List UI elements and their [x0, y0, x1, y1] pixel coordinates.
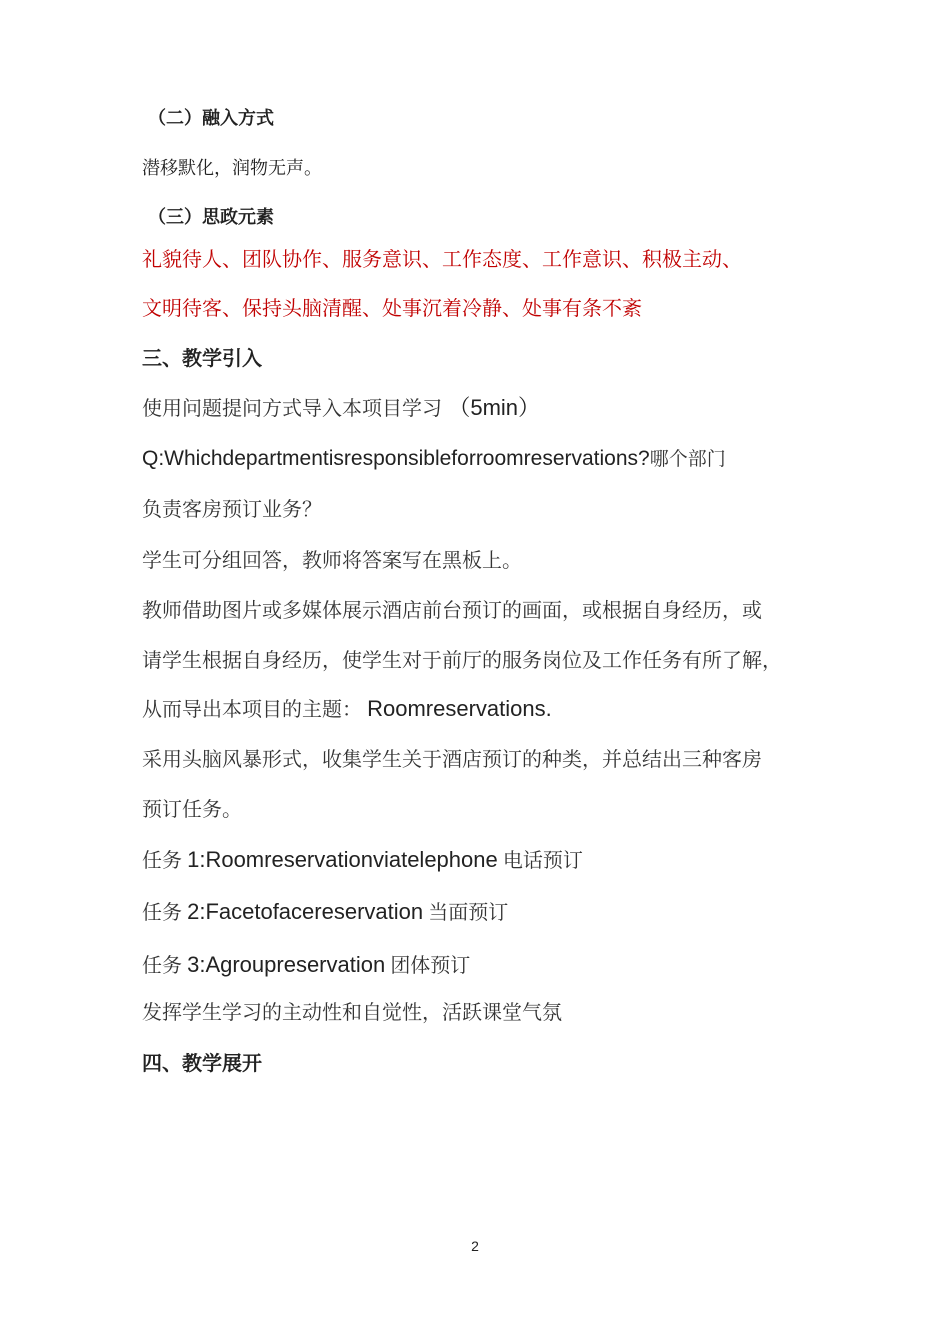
question-cn-2: 负责客房预订业务？ [142, 497, 322, 521]
summary-text: 发挥学生学习的主动性和自觉性，活跃课堂气氛 [142, 1000, 562, 1024]
intro-text: 使用问题提问方式导入本项目学习 [142, 396, 442, 420]
task-item: 任务 2:Facetofacereservation 当面预订 [142, 899, 509, 924]
task-item: 任务 3:Agroupreservation 团体预订 [142, 952, 471, 977]
question-en: Q:Whichdepartmentisresponsibleforroomreservations? [142, 447, 650, 470]
project-theme: Roomreservations. [367, 696, 552, 721]
teacher-line-2: 请学生根据自身经历，使学生对于前厅的服务岗位及工作任务有所了解， [142, 648, 782, 672]
page-number: 2 [471, 1238, 479, 1254]
teacher-line-3 [142, 698, 552, 720]
brainstorm-line-2: 预订任务。 [142, 797, 242, 821]
task-item: 任务 1:Roomreservationviatelephone 电话预订 [142, 847, 583, 872]
section-heading-intro: 三、教学引入 [142, 346, 262, 370]
integration-text: 潜移默化，润物无声。 [142, 158, 322, 179]
intro-line [142, 397, 540, 419]
teacher-line-1: 教师借助图片或多媒体展示酒店前台预订的画面，或根据自身经历，或 [142, 598, 762, 622]
student-answer: 学生可分组回答，教师将答案写在黑板上。 [142, 548, 522, 572]
brainstorm-line-1: 采用头脑风暴形式，收集学生关于酒店预订的种类，并总结出三种客房 [142, 747, 762, 771]
elements-line-2: 文明待客、保持头脑清醒、处事沉着冷静、处事有条不紊 [142, 296, 642, 320]
subsection-heading-elements: （三）思政元素 [148, 207, 274, 228]
question-line [142, 448, 726, 469]
intro-time: （5min） [448, 395, 541, 420]
teacher-line-3-cn: 从而导出本项目的主题： [142, 697, 362, 721]
section-heading-development: 四、教学展开 [142, 1051, 262, 1075]
subsection-heading-integration: （二）融入方式 [148, 108, 274, 129]
elements-line-1: 礼貌待人、团队协作、服务意识、工作态度、工作意识、积极主动、 [142, 247, 742, 271]
question-cn-1: 哪个部门 [649, 448, 726, 470]
